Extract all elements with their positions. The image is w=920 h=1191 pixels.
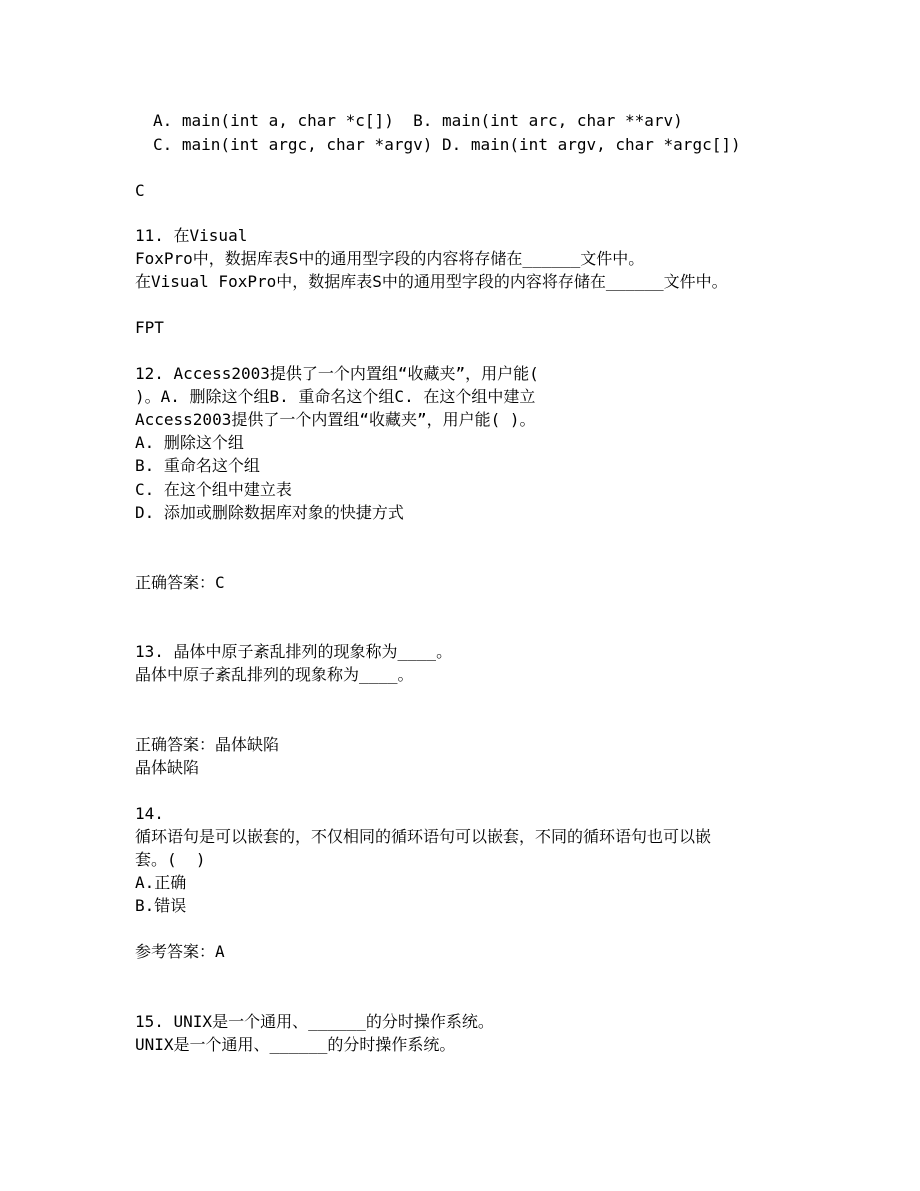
- q12-title-line-2: )。A. 删除这个组B. 重命名这个组C. 在这个组中建立: [135, 387, 536, 406]
- q14-answer: 参考答案：A: [135, 942, 225, 961]
- q15-question: UNIX是一个通用、______的分时操作系统。: [135, 1035, 456, 1054]
- q13-answer-detail: 晶体缺陷: [135, 758, 200, 777]
- q14-option-b: B.错误: [135, 896, 187, 915]
- q11-question: 在Visual FoxPro中，数据库表S中的通用型字段的内容将存储在______文件中。: [135, 272, 728, 291]
- q11-title-line-2: FoxPro中，数据库表S中的通用型字段的内容将存储在______文件中。: [135, 249, 645, 268]
- q14-question-line-2: 套。( ): [135, 850, 206, 869]
- q12-option-a: A. 删除这个组: [135, 433, 244, 452]
- q10-answer: C: [135, 181, 145, 200]
- q14-question-line-1: 循环语句是可以嵌套的，不仅相同的循环语句可以嵌套，不同的循环语句也可以嵌: [135, 827, 712, 846]
- q11-answer: FPT: [135, 318, 164, 337]
- q13-title: 13. 晶体中原子紊乱排列的现象称为____。: [135, 642, 453, 661]
- q13-question: 晶体中原子紊乱排列的现象称为____。: [135, 665, 414, 684]
- q15-title: 15. UNIX是一个通用、______的分时操作系统。: [135, 1012, 494, 1031]
- q12-answer: 正确答案：C: [135, 573, 225, 592]
- q12-option-b: B. 重命名这个组: [135, 456, 260, 475]
- q12-option-c: C. 在这个组中建立表: [135, 480, 292, 499]
- q12-title-line-1: 12. Access2003提供了一个内置组“收藏夹”，用户能(: [135, 364, 539, 383]
- q10-options-line-2: C. main(int argc, char *argv) D. main(int argv, char *argc[]): [153, 135, 741, 154]
- q12-question: Access2003提供了一个内置组“收藏夹”，用户能( )。: [135, 410, 536, 429]
- q14-option-a: A.正确: [135, 873, 187, 892]
- q12-option-d: D. 添加或删除数据库对象的快捷方式: [135, 503, 404, 522]
- q14-number: 14.: [135, 804, 164, 823]
- q11-title-line-1: 11. 在Visual: [135, 226, 248, 245]
- q10-options-line-1: A. main(int a, char *c[]) B. main(int arc, char **arv): [153, 111, 683, 130]
- q13-answer: 正确答案：晶体缺陷: [135, 735, 280, 754]
